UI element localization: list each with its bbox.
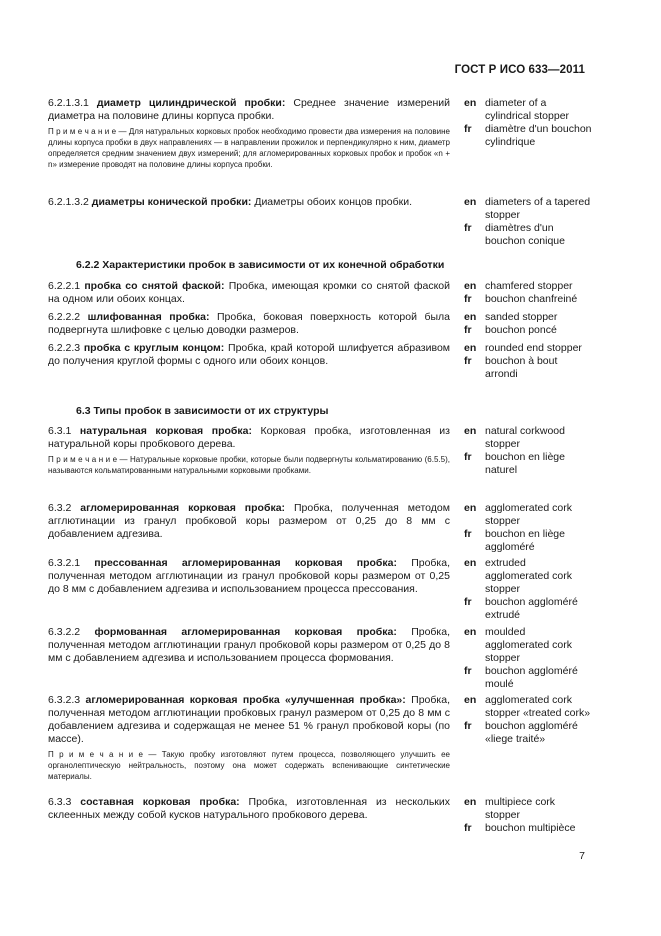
entry-number: 6.3.2.1	[48, 557, 81, 569]
lang-code-en: en	[464, 796, 477, 808]
entry-definition: Диаметры обоих концов пробки.	[254, 196, 413, 208]
translations	[464, 502, 592, 554]
lang-code-fr: fr	[464, 528, 472, 540]
note-label: П р и м е ч а н и е —	[48, 750, 157, 759]
translations	[464, 97, 592, 170]
english-line	[464, 694, 592, 720]
entry-definition: Пробка, край которой шлифуется абразивом до получения круглой формы с одного или обоих концов.	[48, 342, 451, 367]
entry-row	[48, 425, 592, 477]
entry-ru	[48, 425, 450, 477]
entry-term: формованная агломерированная корковая пробка:	[94, 626, 397, 638]
entry-row	[48, 311, 592, 337]
lang-code-en: en	[464, 280, 477, 292]
lang-code-en: en	[464, 425, 477, 437]
english-line	[464, 425, 592, 451]
french-term: bouchon à bout arrondi	[485, 355, 558, 380]
entry-definition: Пробка, полученная методом агглютинации из гранул пробковой коры размером от 0,25 до 8 мм с добавлением адгезива и использованием процесса прессования.	[48, 557, 451, 595]
french-term: diamètre d'un bouchon cylindrique	[485, 123, 592, 148]
page-number: 7	[579, 850, 585, 862]
entry-number: 6.3.2.3	[48, 694, 81, 706]
term-entry	[48, 342, 592, 381]
english-term: agglomerated cork stopper «treated cork»	[485, 694, 591, 719]
note-label: П р и м е ч а н и е —	[48, 127, 127, 136]
french-term: diamètres d'un bouchon conique	[485, 222, 565, 247]
french-term: bouchon multipièce	[485, 822, 576, 834]
section-title: 6.3 Типы пробок в зависимости от их структуры	[76, 405, 329, 417]
french-line	[464, 324, 592, 337]
entry-term: натуральная корковая пробка:	[79, 425, 252, 437]
entry-ru	[48, 694, 450, 782]
lang-code-en: en	[464, 97, 477, 109]
term-entry	[48, 796, 592, 835]
definition-paragraph	[48, 280, 450, 306]
definition-paragraph	[48, 502, 450, 541]
entry-note	[48, 749, 450, 782]
french-term: bouchon en liège aggloméré	[485, 528, 565, 553]
english-line	[464, 557, 592, 596]
translations	[464, 557, 592, 622]
english-line	[464, 280, 592, 293]
french-line	[464, 665, 592, 691]
term-entry	[48, 626, 592, 691]
entry-term: пробка со снятой фаской:	[84, 280, 225, 292]
french-line	[464, 222, 592, 248]
entry-term: прессованная агломерированная корковая пробка:	[94, 557, 398, 569]
lang-code-fr: fr	[464, 123, 472, 135]
french-line	[464, 451, 592, 477]
translations	[464, 280, 592, 306]
section-title: 6.2.2 Характеристики пробок в зависимости от их конечной обработки	[76, 259, 445, 271]
definition-paragraph	[48, 196, 450, 209]
translations	[464, 796, 592, 835]
english-term: diameter of a cylindrical stopper	[485, 97, 570, 122]
entry-row	[48, 97, 592, 170]
entry-number: 6.2.2.1	[48, 280, 81, 292]
french-line	[464, 822, 592, 835]
english-line	[464, 796, 592, 822]
french-line	[464, 720, 592, 746]
french-line	[464, 123, 592, 149]
entry-number: 6.2.1.3.2	[48, 196, 89, 208]
english-line	[464, 502, 592, 528]
definition-paragraph	[48, 626, 450, 665]
english-term: chamfered stopper	[485, 280, 573, 292]
entry-ru	[48, 342, 450, 381]
entry-term: пробка с круглым концом:	[83, 342, 225, 354]
entry-term: диаметры конической пробки:	[91, 196, 252, 208]
note-label: П р и м е ч а н и е —	[48, 455, 128, 464]
english-line	[464, 311, 592, 324]
term-entry	[48, 196, 592, 248]
term-entry	[48, 280, 592, 306]
definition-paragraph	[48, 311, 450, 337]
lang-code-en: en	[464, 694, 477, 706]
lang-code-en: en	[464, 626, 477, 638]
lang-code-fr: fr	[464, 822, 472, 834]
french-line	[464, 355, 592, 381]
entry-ru	[48, 502, 450, 554]
french-term: bouchon poncé	[485, 324, 557, 336]
entry-definition: Пробка, изготовленная из нескольких склеенных между собой кусков натурального пробкового дерева.	[48, 796, 450, 821]
french-line	[464, 293, 592, 306]
french-term: bouchon aggloméré «liege traité»	[485, 720, 578, 745]
english-term: agglomerated cork stopper	[485, 502, 572, 527]
term-entry	[48, 425, 592, 477]
entry-ru	[48, 280, 450, 306]
entry-term: диаметр цилиндрической пробки:	[96, 97, 286, 109]
lang-code-en: en	[464, 196, 477, 208]
french-line	[464, 528, 592, 554]
term-entry	[48, 557, 592, 622]
translations	[464, 425, 592, 477]
lang-code-fr: fr	[464, 451, 472, 463]
entry-ru	[48, 311, 450, 337]
english-line	[464, 196, 592, 222]
lang-code-en: en	[464, 502, 477, 514]
definition-paragraph	[48, 425, 450, 451]
lang-code-en: en	[464, 342, 477, 354]
lang-code-fr: fr	[464, 293, 472, 305]
definition-paragraph	[48, 557, 450, 596]
english-term: moulded agglomerated cork stopper	[485, 626, 572, 664]
french-term: bouchon aggloméré moulé	[485, 665, 578, 690]
entry-row	[48, 626, 592, 691]
definition-paragraph	[48, 694, 450, 746]
lang-code-en: en	[464, 311, 477, 323]
entry-definition: Пробка, полученная методом агглютинации пробковых гранул размером от 0,25 до 8 мм с добавлением адгезива и содержащая не менее 51 % гранул пробковой коры (по массе).	[48, 694, 450, 745]
entry-ru	[48, 97, 450, 170]
entry-ru	[48, 196, 450, 248]
entry-number: 6.3.2.2	[48, 626, 81, 638]
french-line	[464, 596, 592, 622]
entry-term: шлифованная пробка:	[87, 311, 210, 323]
lang-code-fr: fr	[464, 355, 472, 367]
entry-ru	[48, 557, 450, 622]
term-entry	[48, 97, 592, 170]
french-term: bouchon aggloméré extrudé	[485, 596, 578, 621]
entry-note	[48, 454, 450, 476]
definition-paragraph	[48, 342, 450, 368]
french-term: bouchon en liège naturel	[485, 451, 565, 476]
entry-definition: Среднее значение измерений диаметра на половине длины корпуса пробки.	[48, 97, 451, 122]
english-term: extruded agglomerated cork stopper	[485, 557, 572, 595]
note-text: Натуральные корковые пробки, которые были подвергнуты кольматированию (6.5.5), называются кольматированными натуральными корковыми пробками.	[48, 455, 450, 475]
entry-definition: Пробка, полученная методом агглютинации гранул пробковой коры размером от 0,25 до 8 мм с добавлением адгезива и использованием процесса формования.	[48, 626, 451, 664]
entry-term: составная корковая пробка:	[80, 796, 240, 808]
english-line	[464, 342, 592, 355]
entry-row	[48, 196, 592, 248]
french-term: bouchon chanfreiné	[485, 293, 578, 305]
entry-number: 6.3.1	[48, 425, 72, 437]
entry-number: 6.3.3	[48, 796, 72, 808]
lang-code-en: en	[464, 557, 477, 569]
english-term: diameters of a tapered stopper	[485, 196, 591, 221]
entry-row	[48, 796, 592, 835]
definition-paragraph	[48, 796, 450, 822]
entry-definition: Пробка, полученная методом агглютинации из гранул пробковой коры размером от 0,25 до 8 мм с добавлением адгезива.	[48, 502, 450, 540]
translations	[464, 694, 592, 782]
entry-row	[48, 280, 592, 306]
entry-definition: Пробка, боковая поверхность которой была подвергнута шлифовке с целью доводки размеров.	[48, 311, 450, 336]
english-term: rounded end stopper	[485, 342, 582, 354]
lang-code-fr: fr	[464, 665, 472, 677]
lang-code-fr: fr	[464, 222, 472, 234]
term-entry	[48, 502, 592, 554]
entry-note	[48, 126, 450, 170]
note-text: Для натуральных корковых пробок необходимо провести два измерения на половине длины корпуса пробки в двух направлениях — в направлении прожилок и перпендикулярно к ним, диаметр определяется средним значением двух измерений; для агломерированных корковых пробок и пробок «n + n» измерение проводят на половине длины корпуса пробки.	[48, 127, 450, 169]
term-entry	[48, 311, 592, 337]
english-term: natural corkwood stopper	[485, 425, 565, 450]
translations	[464, 626, 592, 691]
lang-code-fr: fr	[464, 720, 472, 732]
note-text: Такую пробку изготовляют путем процесса, позволяющего улучшить ее органолептическую нейтральность, поэтому она может содержать вспенивающие синтетические материалы.	[48, 750, 450, 781]
entry-number: 6.2.2.2	[48, 311, 81, 323]
lang-code-fr: fr	[464, 324, 472, 336]
english-line	[464, 626, 592, 665]
english-term: multipiece cork stopper	[485, 796, 556, 821]
translations	[464, 196, 592, 248]
entry-ru	[48, 626, 450, 691]
entry-row	[48, 694, 592, 782]
translations	[464, 311, 592, 337]
entry-row	[48, 557, 592, 622]
entry-number: 6.2.2.3	[48, 342, 81, 354]
document-id: ГОСТ Р ИСО 633—2011	[454, 64, 585, 76]
english-term: sanded stopper	[485, 311, 558, 323]
entry-definition: Пробка, имеющая кромки со снятой фаской на одном или обоих концах.	[48, 280, 450, 305]
entry-row	[48, 502, 592, 554]
entry-term: агломерированная корковая пробка «улучшенная пробка»:	[85, 694, 406, 706]
entry-number: 6.3.2	[48, 502, 72, 514]
definition-paragraph	[48, 97, 450, 123]
entry-definition: Корковая пробка, изготовленная из натуральной коры пробкового дерева.	[48, 425, 450, 450]
translations	[464, 342, 592, 381]
english-line	[464, 97, 592, 123]
term-entry	[48, 694, 592, 782]
entry-row	[48, 342, 592, 381]
entry-ru	[48, 796, 450, 835]
lang-code-fr: fr	[464, 596, 472, 608]
entry-number: 6.2.1.3.1	[48, 97, 89, 109]
entry-term: агломерированная корковая пробка:	[80, 502, 286, 514]
